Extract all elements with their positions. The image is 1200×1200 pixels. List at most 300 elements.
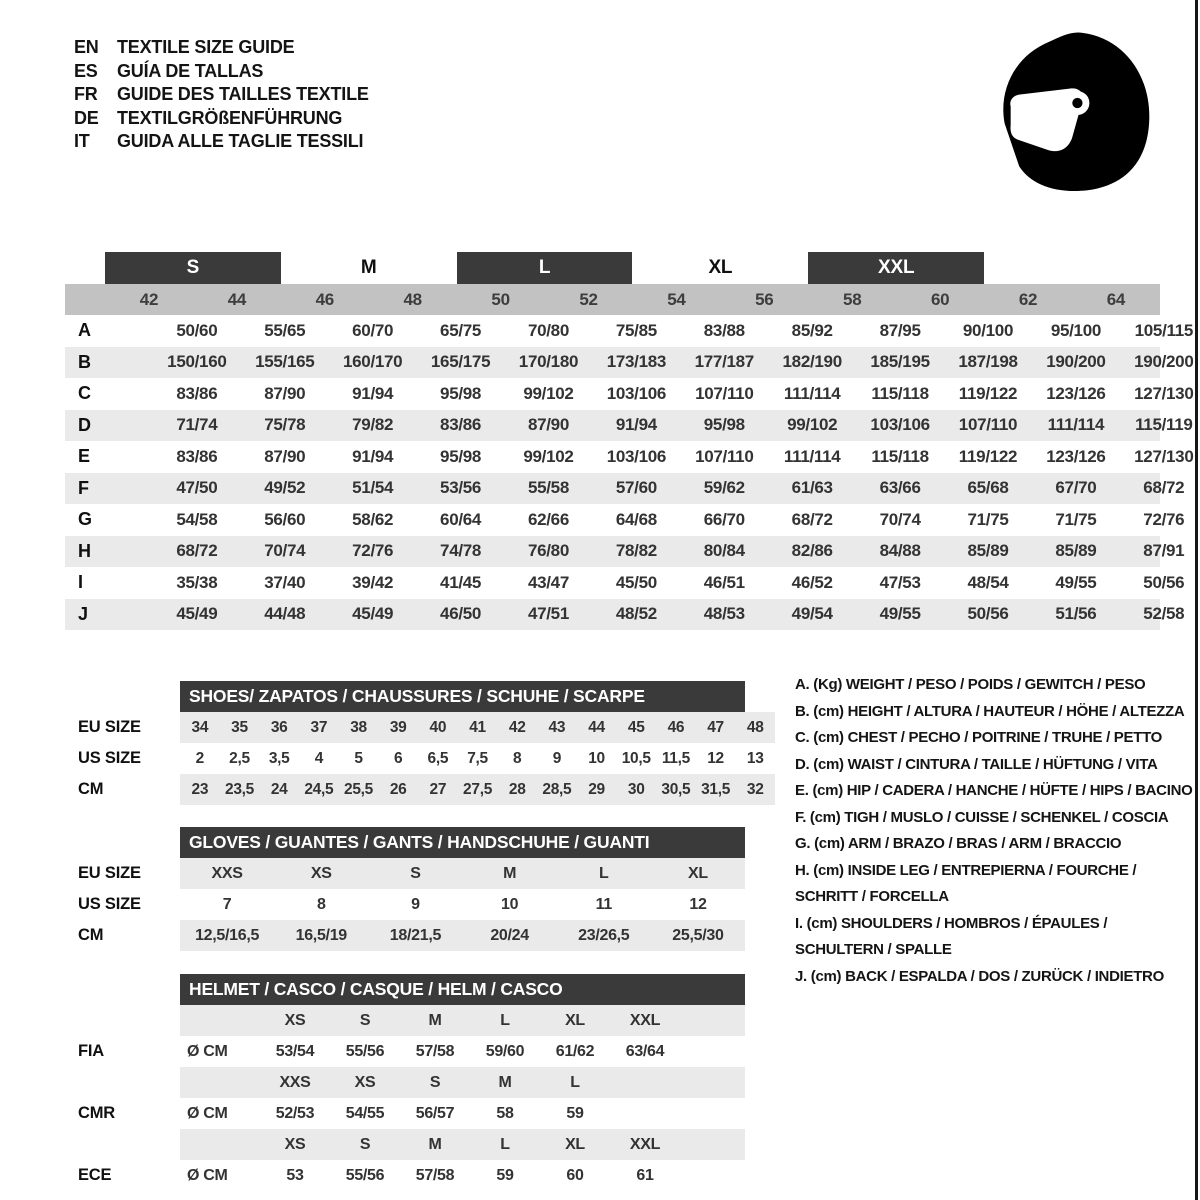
size-value: 76/80 xyxy=(527,541,569,561)
language-row xyxy=(74,130,369,154)
numeric-size: 52 xyxy=(579,289,598,309)
language-code: FR xyxy=(74,84,98,105)
language-title: TEXTILE SIZE GUIDE xyxy=(117,37,295,58)
size-group-label: L xyxy=(538,257,551,278)
size-value: 12,5/16,5 xyxy=(195,926,260,944)
size-value: 63/66 xyxy=(879,478,921,498)
helmet-size-label: S xyxy=(359,1135,371,1153)
size-value: 79/82 xyxy=(352,415,394,435)
size-value: 10 xyxy=(588,749,605,767)
size-value: 87/90 xyxy=(264,446,306,466)
legend-item: B. (cm) HEIGHT / ALTURA / HAUTEUR / HÖHE / ALTEZZA xyxy=(795,702,1185,720)
size-value: 2 xyxy=(195,749,204,767)
size-value: 119/122 xyxy=(958,446,1018,466)
size-value: 59/60 xyxy=(485,1042,525,1060)
row-label: CM xyxy=(78,780,104,798)
size-value: 75/85 xyxy=(615,320,657,340)
helmet-size-label: L xyxy=(570,1073,580,1091)
numeric-size: 60 xyxy=(930,289,950,309)
size-value: 80/84 xyxy=(703,541,745,561)
language-title: GUÍA DE TALLAS xyxy=(117,60,264,81)
size-value: 7,5 xyxy=(467,749,488,767)
gloves-table xyxy=(65,827,795,951)
helmet-size-label: XXS xyxy=(279,1073,311,1091)
size-value: 57/58 xyxy=(415,1042,455,1060)
language-list xyxy=(74,36,369,154)
measurement-rows xyxy=(65,315,1194,630)
gloves-rows xyxy=(65,858,795,951)
standard-name: ECE xyxy=(78,1166,112,1184)
legend-item: G. (cm) ARM / BRAZO / BRAS / ARM / BRACCIO xyxy=(795,835,1122,852)
size-value: 53 xyxy=(286,1166,304,1184)
size-value: 27,5 xyxy=(463,780,493,798)
size-value: 55/65 xyxy=(264,320,306,340)
standard-name: CMR xyxy=(78,1104,115,1122)
size-value: 67/70 xyxy=(1055,478,1097,498)
table-row xyxy=(65,712,795,743)
size-value: 87/90 xyxy=(527,415,569,435)
row-letter: C xyxy=(78,383,91,404)
size-value: 55/58 xyxy=(527,478,569,498)
size-value: 71/75 xyxy=(967,509,1009,529)
size-value: XL xyxy=(688,864,708,882)
size-value: 47 xyxy=(707,718,724,736)
size-value: 58 xyxy=(496,1104,514,1122)
diameter-unit: Ø CM xyxy=(187,1166,228,1184)
size-value: 123/126 xyxy=(1046,446,1106,466)
size-value: 26 xyxy=(389,780,407,798)
numeric-size: 50 xyxy=(491,289,510,309)
gloves-header-bar xyxy=(180,827,745,858)
size-value: 177/187 xyxy=(694,352,754,372)
helmet-size-label: M xyxy=(498,1073,512,1091)
language-code: DE xyxy=(74,107,99,128)
size-value: 155/165 xyxy=(255,352,315,372)
language-row xyxy=(74,83,369,107)
size-value: 36 xyxy=(270,718,288,736)
size-value: 49/52 xyxy=(264,478,306,498)
table-row xyxy=(65,567,1185,599)
table-row xyxy=(65,1098,795,1129)
size-value: 103/106 xyxy=(606,446,667,466)
table-row xyxy=(65,473,1185,505)
size-value: 85/89 xyxy=(967,541,1009,561)
size-value: 95/98 xyxy=(440,383,482,403)
shoes-rows xyxy=(65,712,795,805)
corner-spacer xyxy=(65,252,105,284)
size-value: 70/74 xyxy=(264,541,306,561)
size-group-label: M xyxy=(360,257,377,278)
size-value: 45/49 xyxy=(352,604,394,624)
legend-item: E. (cm) HIP / CADERA / HANCHE / HÜFTE / HIPS / BACINO xyxy=(795,782,1193,799)
table-row xyxy=(65,347,1194,379)
legend-item: F. (cm) TIGH / MUSLO / CUISSE / SCHENKEL / COSCIA xyxy=(795,808,1169,826)
language-title: TEXTILGRÖßENFÜHRUNG xyxy=(117,107,343,128)
size-value: 13 xyxy=(746,749,764,767)
textile-size-table xyxy=(65,252,1194,630)
size-value: 23/26,5 xyxy=(578,926,630,944)
table-row xyxy=(65,599,1185,631)
size-value: 37 xyxy=(310,718,328,736)
size-value: 30,5 xyxy=(661,780,691,798)
size-value: 115/118 xyxy=(871,383,929,403)
size-value: 111/114 xyxy=(783,383,841,403)
size-group-label: XXL xyxy=(878,257,915,278)
size-value: 16,5/19 xyxy=(295,926,347,944)
size-group-s xyxy=(105,252,281,284)
size-group-label: XL xyxy=(708,257,733,278)
row-cells xyxy=(180,774,775,805)
row-letter: D xyxy=(78,414,91,435)
helmet-size-label: XS xyxy=(284,1135,306,1153)
size-value: 83/88 xyxy=(703,320,745,340)
helmet-size-label: XS xyxy=(354,1073,376,1091)
size-value: 83/86 xyxy=(176,446,218,466)
size-value: 54/58 xyxy=(176,509,218,529)
size-value: 150/160 xyxy=(167,352,227,372)
size-group-xl xyxy=(632,252,808,284)
size-value: 56/60 xyxy=(264,509,306,529)
table-row xyxy=(65,1129,795,1160)
table-row xyxy=(65,889,795,920)
numeric-size: 64 xyxy=(1106,289,1126,309)
size-value: 29 xyxy=(588,780,605,798)
size-value: 45 xyxy=(627,718,645,736)
row-letter: G xyxy=(78,509,92,530)
numeric-size: 58 xyxy=(843,289,862,309)
size-value: 87/91 xyxy=(1143,541,1185,561)
size-value: 111/114 xyxy=(783,446,841,466)
size-value: 51/56 xyxy=(1055,604,1097,624)
size-value: 53/56 xyxy=(440,478,482,498)
size-value: 95/98 xyxy=(440,446,482,466)
size-value: 63/64 xyxy=(625,1042,665,1060)
size-value: 105/115 xyxy=(1134,320,1194,340)
size-value: 56/57 xyxy=(415,1104,455,1122)
size-value: 95/98 xyxy=(703,415,745,435)
language-row xyxy=(74,107,369,131)
size-value: 39 xyxy=(389,718,407,736)
legend-item: I. (cm) SHOULDERS / HOMBROS / ÉPAULES / SCHULTERN / SPALLE xyxy=(795,914,1108,958)
size-value: 57/60 xyxy=(615,478,657,498)
size-value: 47/53 xyxy=(879,572,921,592)
racing-helmet-glyph xyxy=(973,24,1157,200)
row-letter: I xyxy=(78,572,83,593)
size-value: 48/53 xyxy=(703,604,745,624)
size-value: 35/38 xyxy=(176,572,218,592)
language-code: ES xyxy=(74,60,98,81)
size-value: 11 xyxy=(595,895,612,913)
row-cells xyxy=(180,858,745,889)
row-label: EU SIZE xyxy=(78,718,141,736)
row-cells xyxy=(180,1067,745,1098)
size-value: 70/74 xyxy=(879,509,921,529)
numeric-size: 48 xyxy=(403,289,422,309)
size-value: 48/54 xyxy=(967,572,1009,592)
helmet-size-label: L xyxy=(500,1011,510,1029)
size-value: S xyxy=(410,864,421,882)
size-value: 55/56 xyxy=(345,1166,385,1184)
shoes-title: SHOES/ ZAPATOS / CHAUSSURES / SCHUHE / SCARPE xyxy=(189,686,645,706)
size-value: 54/55 xyxy=(345,1104,385,1122)
size-value: 60/64 xyxy=(440,509,482,529)
row-cells xyxy=(180,1005,745,1036)
size-value: 91/94 xyxy=(352,446,394,466)
language-row xyxy=(74,36,369,60)
size-value: 20/24 xyxy=(490,926,529,944)
size-value: 64/68 xyxy=(615,509,657,529)
size-value: 165/175 xyxy=(430,352,491,372)
size-value: 9 xyxy=(411,895,420,913)
size-group-l xyxy=(457,252,633,284)
page-edge-line xyxy=(1195,0,1198,1200)
row-label: EU SIZE xyxy=(78,864,141,882)
size-value: 103/106 xyxy=(870,415,930,435)
size-value: 65/68 xyxy=(967,478,1009,498)
numeric-size: 46 xyxy=(315,289,334,309)
helmet-table xyxy=(65,974,795,1191)
size-value: 107/110 xyxy=(695,383,754,403)
size-value: 3,5 xyxy=(268,749,290,767)
size-value: 123/126 xyxy=(1046,383,1106,403)
helmet-size-label: L xyxy=(500,1135,510,1153)
table-row xyxy=(65,1160,795,1191)
size-value: 41 xyxy=(469,718,486,736)
size-value: 71/75 xyxy=(1055,509,1097,529)
table-row xyxy=(65,504,1185,536)
size-value: 185/195 xyxy=(870,352,930,372)
size-value: 82/86 xyxy=(791,541,833,561)
size-value: 95/100 xyxy=(1050,320,1102,340)
size-value: 47/51 xyxy=(527,604,569,624)
size-value: 61/63 xyxy=(791,478,833,498)
table-row xyxy=(65,410,1193,442)
size-value: 50/56 xyxy=(1143,572,1185,592)
language-code: EN xyxy=(74,37,99,58)
size-value: 90/100 xyxy=(962,320,1014,340)
size-value: 187/198 xyxy=(958,352,1018,372)
size-value: 39/42 xyxy=(352,572,394,592)
size-value: 6 xyxy=(394,749,403,767)
helmet-size-label: XS xyxy=(284,1011,306,1029)
size-value: 2,5 xyxy=(229,749,250,767)
row-cells xyxy=(180,1129,745,1160)
size-value: 91/94 xyxy=(352,383,394,403)
size-value: 24 xyxy=(270,780,288,798)
size-value: 127/130 xyxy=(1134,446,1194,466)
size-value: 48/52 xyxy=(615,604,657,624)
row-letter: B xyxy=(78,351,91,372)
size-value: 99/102 xyxy=(523,383,574,403)
size-value: 45/49 xyxy=(176,604,218,624)
size-value: 70/80 xyxy=(527,320,569,340)
legend-item: H. (cm) INSIDE LEG / ENTREPIERNA / FOURCHE / SCHRITT / FORCELLA xyxy=(795,861,1137,905)
size-value: 45/50 xyxy=(615,572,657,592)
size-value: 78/82 xyxy=(615,541,657,561)
row-letter: A xyxy=(78,320,91,341)
size-value: 24,5 xyxy=(304,780,334,798)
size-value: 60/70 xyxy=(352,320,394,340)
size-value: M xyxy=(503,864,517,882)
helmet-size-label: S xyxy=(359,1011,371,1029)
diameter-unit: Ø CM xyxy=(187,1104,228,1122)
size-value: 75/78 xyxy=(264,415,306,435)
size-value: 59 xyxy=(566,1104,584,1122)
numeric-size-band xyxy=(65,284,1160,315)
helmet-size-label: M xyxy=(428,1135,442,1153)
language-title: GUIDE DES TAILLES TEXTILE xyxy=(117,84,369,105)
helmet-size-label: XL xyxy=(565,1011,585,1029)
size-value: 46 xyxy=(667,718,685,736)
size-value: 61 xyxy=(636,1166,654,1184)
size-value: 182/190 xyxy=(782,352,842,372)
row-letter: H xyxy=(78,540,91,561)
size-value: 85/89 xyxy=(1055,541,1097,561)
size-value: 46/51 xyxy=(703,572,745,592)
size-value: 190/200 xyxy=(1134,352,1194,372)
size-value: 71/74 xyxy=(176,415,218,435)
numeric-size: 54 xyxy=(667,289,686,309)
size-value: 99/102 xyxy=(523,446,574,466)
size-value: 32 xyxy=(746,780,764,798)
measurement-legend xyxy=(795,672,1197,990)
size-value: 25,5/30 xyxy=(672,926,724,944)
row-cells xyxy=(180,712,775,743)
size-value: 37/40 xyxy=(264,572,306,592)
row-letter: E xyxy=(78,446,90,467)
size-value: 28 xyxy=(508,780,526,798)
size-value: 60 xyxy=(566,1166,584,1184)
table-row xyxy=(65,1005,795,1036)
size-value: 43/47 xyxy=(527,572,569,592)
table-row xyxy=(65,774,795,805)
size-value: 48 xyxy=(746,718,764,736)
size-value: 59/62 xyxy=(703,478,745,498)
size-value: L xyxy=(599,864,609,882)
helmet-size-label: XL xyxy=(565,1135,585,1153)
size-value: 72/76 xyxy=(1143,509,1185,529)
row-letter: F xyxy=(78,477,89,498)
size-value: 49/54 xyxy=(791,604,833,624)
gloves-title: GLOVES / GUANTES / GANTS / HANDSCHUHE / GUANTI xyxy=(189,832,650,852)
legend-item: J. (cm) BACK / ESPALDA / DOS / ZURÜCK / INDIETRO xyxy=(795,967,1164,985)
size-value: 103/106 xyxy=(606,383,667,403)
row-label: CM xyxy=(78,926,104,944)
size-value: 12 xyxy=(707,749,724,767)
legend-item: D. (cm) WAIST / CINTURA / TAILLE / HÜFTUNG / VITA xyxy=(795,755,1158,773)
size-value: 55/56 xyxy=(345,1042,385,1060)
language-row xyxy=(74,60,369,84)
row-label: US SIZE xyxy=(78,895,141,913)
size-value: 30 xyxy=(627,780,645,798)
size-value: 170/180 xyxy=(518,352,579,372)
numeric-size: 56 xyxy=(755,289,774,309)
size-value: 115/118 xyxy=(871,446,929,466)
size-value: 62/66 xyxy=(527,509,569,529)
shoes-header-bar xyxy=(180,681,745,712)
size-value: 61/62 xyxy=(555,1042,595,1060)
language-title: GUIDA ALLE TAGLIE TESSILI xyxy=(117,131,364,152)
size-value: 83/86 xyxy=(176,383,218,403)
size-value: 119/122 xyxy=(958,383,1018,403)
row-cells xyxy=(180,889,745,920)
size-value: 6,5 xyxy=(427,749,449,767)
size-value: 74/78 xyxy=(440,541,482,561)
row-cells xyxy=(180,1098,745,1129)
size-value: 91/94 xyxy=(615,415,657,435)
racing-helmet-icon xyxy=(973,24,1157,200)
size-value: 18/21,5 xyxy=(389,926,442,944)
size-value: 42 xyxy=(508,718,526,736)
size-value: 31,5 xyxy=(701,780,731,798)
size-value: 43 xyxy=(548,718,566,736)
size-value: 58/62 xyxy=(352,509,394,529)
size-value: 68/72 xyxy=(791,509,833,529)
size-value: 11,5 xyxy=(661,749,690,767)
size-value: 50/60 xyxy=(176,320,218,340)
row-cells xyxy=(180,1036,745,1067)
size-value: 49/55 xyxy=(1055,572,1097,592)
size-value: 59 xyxy=(496,1166,514,1184)
size-value: 8 xyxy=(316,895,326,913)
size-value: 87/90 xyxy=(264,383,306,403)
size-value: 107/110 xyxy=(958,415,1018,435)
size-value: 23 xyxy=(191,780,209,798)
helmet-size-label: XXL xyxy=(629,1135,661,1153)
size-value: 85/92 xyxy=(791,320,833,340)
size-value: 7 xyxy=(222,895,232,913)
size-value: 10,5 xyxy=(621,749,651,767)
size-value: 115/119 xyxy=(1135,415,1193,435)
size-value: 5 xyxy=(354,749,363,767)
size-value: 27 xyxy=(429,780,447,798)
size-value: 84/88 xyxy=(879,541,921,561)
size-group-m xyxy=(281,252,457,284)
shoes-table xyxy=(65,681,795,805)
numeric-size: 62 xyxy=(1018,289,1038,309)
size-value: 35 xyxy=(231,718,248,736)
table-row xyxy=(65,378,1194,410)
size-value: 51/54 xyxy=(352,478,394,498)
size-value: 173/183 xyxy=(606,352,667,372)
size-value: 9 xyxy=(552,749,562,767)
legend-item: C. (cm) CHEST / PECHO / POITRINE / TRUHE / PETTO xyxy=(795,729,1163,746)
table-row xyxy=(65,536,1185,568)
row-cells xyxy=(180,1160,745,1191)
row-letter: J xyxy=(78,603,88,624)
size-value: 87/95 xyxy=(879,320,921,340)
numeric-size: 44 xyxy=(227,289,247,309)
size-value: 46/50 xyxy=(440,604,482,624)
size-value: 111/114 xyxy=(1047,415,1105,435)
size-value: 44 xyxy=(588,718,605,736)
tail-spacer xyxy=(984,252,1072,284)
size-value: 160/170 xyxy=(342,352,403,372)
helmet-rows xyxy=(65,1005,795,1191)
size-value: 25,5 xyxy=(344,780,373,798)
size-value: 28,5 xyxy=(542,780,572,798)
size-value: 68/72 xyxy=(176,541,218,561)
size-value: 53/54 xyxy=(275,1042,315,1060)
language-code: IT xyxy=(74,131,90,152)
row-cells xyxy=(180,743,775,774)
size-value: 127/130 xyxy=(1134,383,1194,403)
row-label: US SIZE xyxy=(78,749,141,767)
size-value: 8 xyxy=(513,749,522,767)
size-group-label: S xyxy=(186,257,200,278)
legend-item: A. (Kg) WEIGHT / PESO / POIDS / GEWITCH / PESO xyxy=(795,676,1146,693)
size-value: 44/48 xyxy=(264,604,306,624)
